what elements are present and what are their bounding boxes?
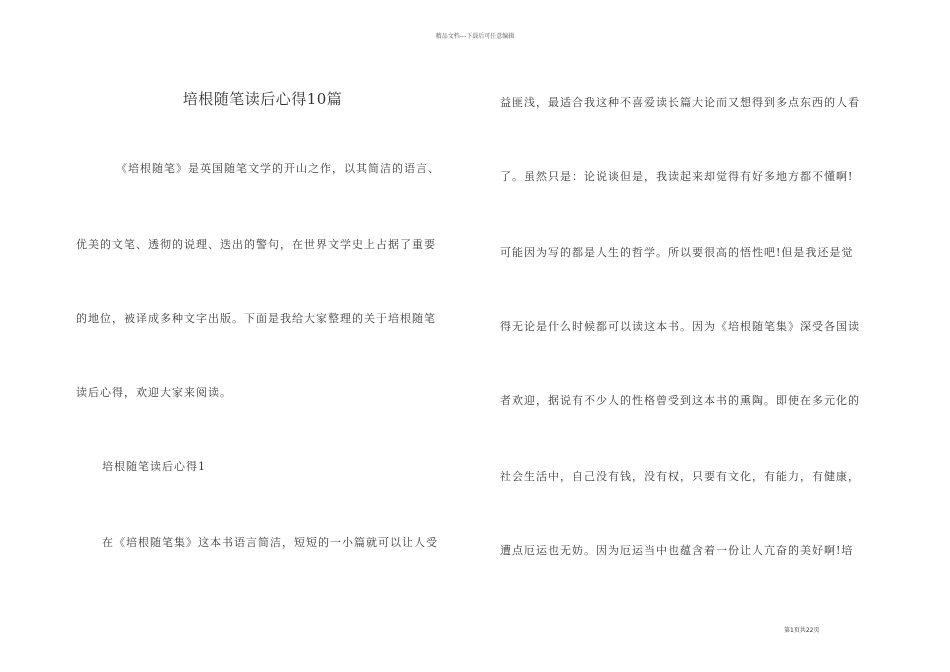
page-header: 精品文档---下载后可任意编辑: [435, 33, 515, 40]
intro-line-4: 读后心得，欢迎大家来阅读。: [76, 386, 232, 399]
intro-line-1: 《培根随笔》是英国随笔文学的开山之作，以其简洁的语言、: [116, 162, 440, 175]
intro-line-3: 的地位，被译成多种文字出版。下面是我给大家整理的关于培根随笔: [76, 312, 436, 325]
right-line-5: 者欢迎，据说有不少人的性格曾受到这本书的熏陶。即使在多元化的: [500, 394, 860, 407]
intro-line-2: 优美的文笔、透彻的说理、迭出的警句，在世界文学史上占据了重要: [76, 238, 436, 251]
document-title: 培根随笔读后心得10篇: [182, 90, 343, 108]
right-line-3: 可能因为写的都是人生的哲学。所以要很高的悟性吧!但是我还是觉: [500, 246, 854, 259]
section-heading: 培根随笔读后心得1: [102, 460, 206, 473]
right-line-6: 社会生活中，自己没有钱，没有权，只要有文化，有能力，有健康，: [500, 470, 860, 483]
page-number: 第1页共22页: [784, 627, 820, 634]
right-line-1: 益匪浅，最适合我这种不喜爱读长篇大论而又想得到多点东西的人看: [500, 96, 860, 109]
right-line-7: 遭点厄运也无妨。因为厄运当中也蕴含着一份让人亢奋的美好啊!培: [500, 544, 854, 557]
right-line-4: 得无论是什么时候都可以读这本书。因为《培根随笔集》深受各国读: [500, 320, 860, 333]
section-first-line: 在《培根随笔集》这本书语言简洁，短短的一小篇就可以让人受: [102, 536, 438, 549]
right-line-2: 了。虽然只是：论说谈但是，我读起来却觉得有好多地方都不懂啊!: [500, 170, 854, 183]
